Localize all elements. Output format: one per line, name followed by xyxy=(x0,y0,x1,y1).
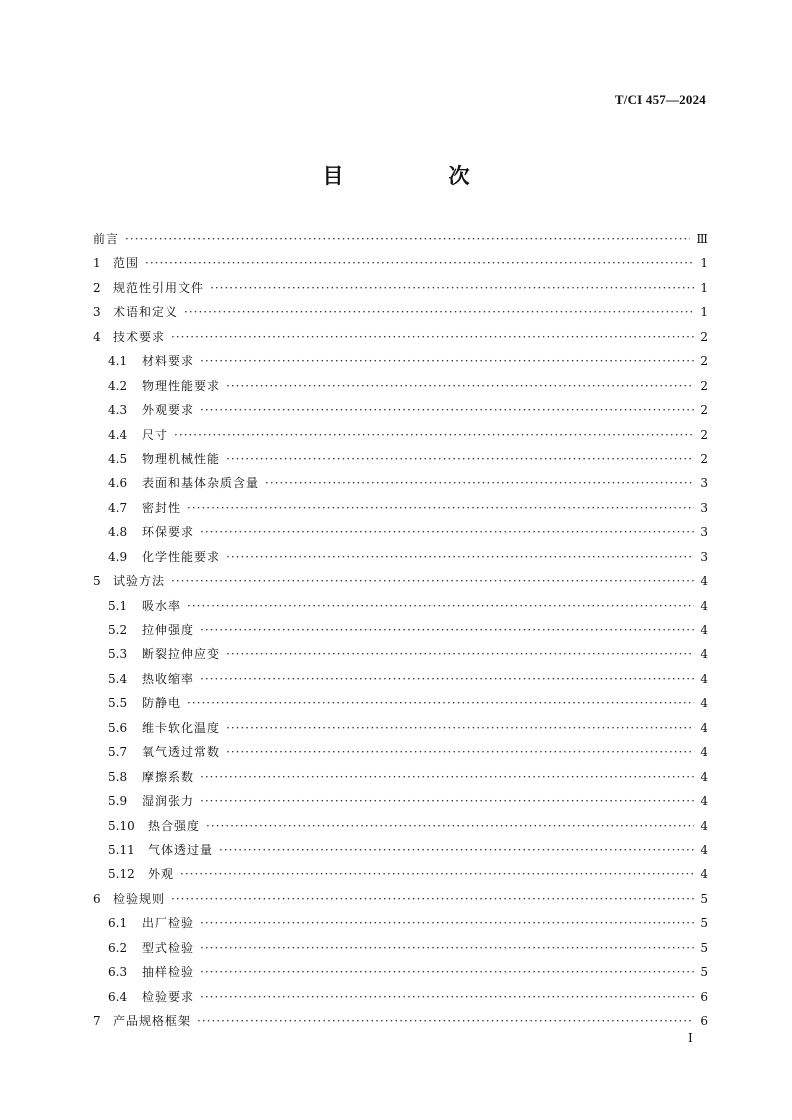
toc-entry-number: 4.9 xyxy=(108,549,128,564)
toc-leader-dots xyxy=(206,814,694,838)
toc-entry-page: 4 xyxy=(700,842,708,857)
toc-entry-label: 吸水率 xyxy=(142,598,182,613)
toc-entry[interactable] xyxy=(93,667,708,691)
toc-entry-label: 检验要求 xyxy=(142,989,195,1004)
toc-entry-page: 5 xyxy=(700,965,708,980)
toc-leader-dots xyxy=(187,691,694,715)
toc-entry[interactable] xyxy=(93,1009,708,1033)
toc-entry[interactable] xyxy=(93,838,708,862)
toc-entry[interactable] xyxy=(93,642,708,666)
toc-entry-label: 物理机械性能 xyxy=(142,451,221,466)
toc-leader-dots xyxy=(226,740,694,764)
toc-entry-label: 技术要求 xyxy=(113,329,166,344)
toc-entry[interactable] xyxy=(93,520,708,544)
toc-leader-dots xyxy=(210,276,694,300)
toc-entry[interactable] xyxy=(93,496,708,520)
toc-leader-dots xyxy=(200,349,694,373)
toc-leader-dots xyxy=(197,1009,694,1033)
toc-entry-page: 2 xyxy=(700,354,708,369)
toc-entry-label: 出厂检验 xyxy=(142,916,195,931)
toc-entry-label: 摩擦系数 xyxy=(142,769,195,784)
toc-entry-page: 1 xyxy=(700,305,708,320)
toc-entry-number: 5.5 xyxy=(108,696,128,711)
toc-entry-label: 环保要求 xyxy=(142,525,195,540)
toc-entry-label: 前言 xyxy=(93,232,120,246)
toc-entry-page: 2 xyxy=(700,427,708,442)
toc-leader-dots xyxy=(145,251,694,275)
toc-entry-label: 密封性 xyxy=(142,500,182,515)
toc-entry[interactable] xyxy=(93,960,708,984)
toc-entry-label: 化学性能要求 xyxy=(142,549,221,564)
toc-entry-label: 范围 xyxy=(113,256,140,271)
toc-leader-dots xyxy=(200,985,694,1009)
toc-entry[interactable] xyxy=(93,325,708,349)
toc-leader-dots xyxy=(226,447,694,471)
toc-entry-number: 6 xyxy=(93,891,101,906)
toc-entry-number: 4.4 xyxy=(108,427,128,442)
toc-entry-label: 尺寸 xyxy=(142,427,169,442)
toc-entry-page: 5 xyxy=(700,891,708,906)
toc-leader-dots xyxy=(226,642,694,666)
toc-entry-number: 7 xyxy=(93,1014,101,1028)
toc-leader-dots xyxy=(180,862,694,886)
toc-entry[interactable] xyxy=(93,374,708,398)
toc-leader-dots xyxy=(219,838,694,862)
toc-entry-label: 气体透过量 xyxy=(148,842,214,857)
toc-entry[interactable] xyxy=(93,911,708,935)
toc-entry[interactable] xyxy=(93,276,708,300)
toc-leader-dots xyxy=(226,545,694,569)
table-of-contents xyxy=(93,227,708,1033)
toc-entry-number: 4.1 xyxy=(108,354,128,369)
toc-entry-label: 规范性引用文件 xyxy=(113,280,205,295)
toc-leader-dots xyxy=(200,667,694,691)
toc-entry[interactable] xyxy=(93,765,708,789)
toc-entry-number: 5.8 xyxy=(108,769,128,784)
toc-entry-page: 4 xyxy=(700,696,708,711)
toc-entry[interactable] xyxy=(93,251,708,275)
toc-leader-dots xyxy=(200,398,694,422)
toc-entry[interactable] xyxy=(93,691,708,715)
toc-entry[interactable] xyxy=(93,862,708,886)
page-title: 目 次 xyxy=(322,164,512,188)
toc-leader-dots xyxy=(226,716,694,740)
toc-leader-dots xyxy=(200,911,694,935)
toc-entry-page: 2 xyxy=(700,451,708,466)
toc-entry-page: 3 xyxy=(700,549,708,564)
toc-entry[interactable] xyxy=(93,716,708,740)
toc-entry-number: 4.5 xyxy=(108,451,128,466)
toc-entry[interactable] xyxy=(93,985,708,1009)
toc-entry-page: 6 xyxy=(700,989,708,1004)
toc-entry-number: 5.11 xyxy=(108,842,135,857)
toc-entry-page: 2 xyxy=(700,403,708,418)
toc-entry-number: 3 xyxy=(93,305,101,320)
toc-leader-dots xyxy=(187,496,694,520)
toc-entry[interactable] xyxy=(93,814,708,838)
toc-leader-dots xyxy=(187,594,694,618)
toc-entry[interactable] xyxy=(93,447,708,471)
toc-entry[interactable] xyxy=(93,936,708,960)
toc-entry-number: 2 xyxy=(93,280,101,295)
toc-entry-page: 2 xyxy=(700,378,708,393)
toc-entry-page: 3 xyxy=(700,500,708,515)
toc-entry-page: 1 xyxy=(700,280,708,295)
toc-entry[interactable] xyxy=(93,545,708,569)
toc-entry-page: 4 xyxy=(700,867,708,882)
toc-entry-number: 5.7 xyxy=(108,745,128,760)
toc-entry-label: 热收缩率 xyxy=(142,671,195,686)
toc-entry-page: 2 xyxy=(700,329,708,344)
toc-entry-number: 5.2 xyxy=(108,623,128,637)
toc-entry-page: 5 xyxy=(700,940,708,955)
toc-entry-page: 3 xyxy=(700,525,708,540)
toc-entry-number: 4.7 xyxy=(108,500,128,515)
toc-entry-number: 4.8 xyxy=(108,525,128,540)
toc-entry-label: 产品规格框架 xyxy=(113,1014,192,1028)
toc-entry-number: 5.3 xyxy=(108,647,128,662)
toc-entry-label: 表面和基体杂质含量 xyxy=(142,476,260,491)
toc-entry-page: 4 xyxy=(700,671,708,686)
toc-entry-number: 4.6 xyxy=(108,476,128,491)
toc-leader-dots xyxy=(200,960,694,984)
toc-entry-number: 6.4 xyxy=(108,989,128,1004)
toc-leader-dots xyxy=(184,300,694,324)
toc-leader-dots xyxy=(200,936,694,960)
toc-leader-dots xyxy=(125,227,690,251)
toc-entry-page: 4 xyxy=(700,598,708,613)
standard-code: T/CI 457—2024 xyxy=(614,92,706,107)
toc-entry-page: 4 xyxy=(700,769,708,784)
toc-entry-label: 维卡软化温度 xyxy=(142,720,221,735)
toc-entry-label: 型式检验 xyxy=(142,940,195,955)
toc-entry[interactable] xyxy=(93,471,708,495)
toc-entry-page: 3 xyxy=(700,476,708,491)
toc-entry-label: 外观要求 xyxy=(142,403,195,418)
toc-entry-number: 6.2 xyxy=(108,940,128,955)
toc-entry[interactable] xyxy=(93,423,708,447)
toc-entry-number: 1 xyxy=(93,256,101,271)
toc-entry-label: 断裂拉伸应变 xyxy=(142,647,221,662)
toc-entry[interactable] xyxy=(93,887,708,911)
toc-entry-number: 5.6 xyxy=(108,720,128,735)
toc-entry-page: 4 xyxy=(700,720,708,735)
toc-entry[interactable] xyxy=(93,740,708,764)
toc-entry-label: 外观 xyxy=(148,867,175,882)
toc-entry-page: 4 xyxy=(700,745,708,760)
toc-entry-number: 5.4 xyxy=(108,671,128,686)
toc-entry[interactable] xyxy=(93,594,708,618)
toc-entry[interactable] xyxy=(93,398,708,422)
toc-entry-page: 4 xyxy=(700,647,708,662)
toc-entry-number: 6.3 xyxy=(108,965,128,980)
toc-entry-label: 物理性能要求 xyxy=(142,378,221,393)
toc-leader-dots xyxy=(265,471,694,495)
toc-leader-dots xyxy=(200,520,694,544)
toc-leader-dots xyxy=(171,325,694,349)
toc-entry-label: 热合强度 xyxy=(148,818,201,833)
toc-entry-page: 4 xyxy=(700,623,708,637)
toc-entry-number: 5.12 xyxy=(108,867,135,882)
toc-entry-page: 4 xyxy=(700,794,708,809)
toc-entry-page: Ⅲ xyxy=(696,232,708,246)
toc-entry-label: 拉伸强度 xyxy=(142,623,195,637)
toc-leader-dots xyxy=(200,765,694,789)
toc-entry[interactable] xyxy=(93,618,708,642)
toc-entry[interactable] xyxy=(93,227,708,251)
toc-entry-label: 试验方法 xyxy=(113,574,166,589)
toc-entry-label: 术语和定义 xyxy=(113,305,179,320)
toc-entry-label: 材料要求 xyxy=(142,354,195,369)
toc-entry-page: 1 xyxy=(700,256,708,271)
toc-entry-page: 5 xyxy=(700,916,708,931)
toc-entry-page: 4 xyxy=(700,574,708,589)
toc-entry-label: 氧气透过常数 xyxy=(142,745,221,760)
toc-entry-number: 5.1 xyxy=(108,598,128,613)
toc-entry[interactable] xyxy=(93,789,708,813)
toc-entry-number: 4.3 xyxy=(108,403,128,418)
toc-entry[interactable] xyxy=(93,349,708,373)
toc-entry[interactable] xyxy=(93,569,708,593)
toc-entry-number: 4 xyxy=(93,329,101,344)
toc-entry-page: 6 xyxy=(700,1014,708,1028)
toc-leader-dots xyxy=(174,423,694,447)
toc-leader-dots xyxy=(171,887,694,911)
toc-entry-label: 抽样检验 xyxy=(142,965,195,980)
toc-entry-number: 5 xyxy=(93,574,101,589)
toc-entry-number: 5.10 xyxy=(108,818,135,833)
toc-entry-number: 5.9 xyxy=(108,794,128,809)
toc-entry-page: 4 xyxy=(700,818,708,833)
page-number: I xyxy=(688,1031,693,1045)
toc-entry-number: 4.2 xyxy=(108,378,128,393)
toc-leader-dots xyxy=(200,789,694,813)
toc-entry-label: 检验规则 xyxy=(113,891,166,906)
toc-leader-dots xyxy=(171,569,694,593)
toc-entry[interactable] xyxy=(93,300,708,324)
toc-leader-dots xyxy=(200,618,694,642)
toc-leader-dots xyxy=(226,374,694,398)
toc-entry-number: 6.1 xyxy=(108,916,128,931)
toc-entry-label: 湿润张力 xyxy=(142,794,195,809)
toc-entry-label: 防静电 xyxy=(142,696,182,711)
